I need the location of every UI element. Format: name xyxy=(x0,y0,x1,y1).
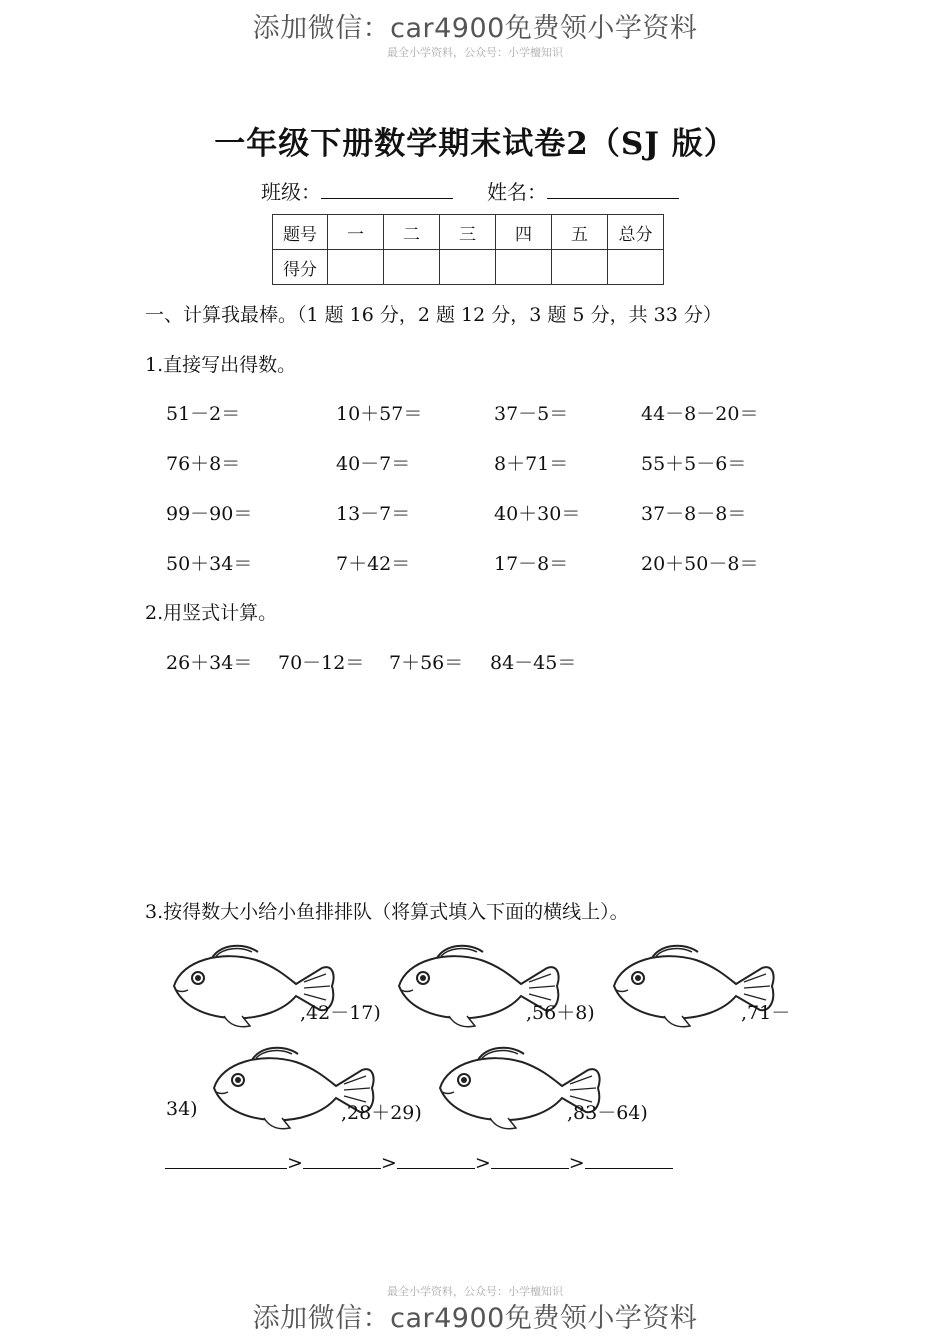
class-label: 班级： xyxy=(261,180,321,204)
vertical-calc-item: 84－45＝ xyxy=(490,652,577,674)
equation: 55＋5－6＝ xyxy=(641,453,747,475)
greater-than-sign: > xyxy=(380,1152,397,1174)
equation: 99－90＝ xyxy=(166,503,253,525)
class-field xyxy=(261,176,453,205)
fish-expression: ,56＋8) xyxy=(526,1002,595,1024)
faint-subtitle-bottom: 最全小学资料，公众号：小学檀知识 xyxy=(387,1285,563,1298)
watermark-banner-top: 添加微信：car4900免费领小学资料 xyxy=(252,13,698,44)
equation: 51－2＝ xyxy=(166,403,241,425)
equation: 37－5＝ xyxy=(494,403,569,425)
score-cell[interactable] xyxy=(440,250,496,285)
name-blank[interactable] xyxy=(547,180,679,199)
score-table-header-row xyxy=(273,215,664,250)
score-row-label: 得分 xyxy=(273,250,328,285)
score-header-cell: 题号 xyxy=(273,215,328,250)
vertical-calc-item: 7＋56＝ xyxy=(389,652,464,674)
fish-expression: ,71－ xyxy=(741,1002,791,1024)
equation: 40－7＝ xyxy=(336,453,411,475)
vertical-calc-item: 70－12＝ xyxy=(278,652,365,674)
score-header-cell: 三 xyxy=(440,215,496,250)
score-table xyxy=(272,214,664,285)
equation: 7＋42＝ xyxy=(336,553,411,575)
equation: 40＋30＝ xyxy=(494,503,581,525)
score-cell[interactable] xyxy=(608,250,664,285)
answer-blank[interactable] xyxy=(585,1148,673,1169)
faint-subtitle-top: 最全小学资料，公众号：小学檀知识 xyxy=(387,46,563,59)
greater-than-sign: > xyxy=(568,1152,585,1174)
fish-expression: ,28＋29) xyxy=(341,1102,422,1124)
equation: 37－8－8＝ xyxy=(641,503,747,525)
equation: 50＋34＝ xyxy=(166,553,253,575)
greater-than-sign: > xyxy=(287,1152,303,1174)
score-table-score-row xyxy=(273,250,664,285)
watermark-banner-bottom: 添加微信：car4900免费领小学资料 xyxy=(252,1303,698,1334)
score-header-cell: 二 xyxy=(384,215,440,250)
score-header-cell: 五 xyxy=(552,215,608,250)
equation: 44－8－20＝ xyxy=(641,403,759,425)
answer-blank[interactable] xyxy=(397,1148,475,1169)
fish-expression-continued: 34) xyxy=(166,1098,198,1120)
name-field xyxy=(487,176,679,205)
score-header-cell: 总分 xyxy=(608,215,664,250)
equation: 10＋57＝ xyxy=(336,403,423,425)
equation: 20＋50－8＝ xyxy=(641,553,759,575)
fish-expression: ,83－64) xyxy=(567,1102,648,1124)
class-blank[interactable] xyxy=(321,180,453,199)
page-title: 一年级下册数学期末试卷2（SJ 版） xyxy=(214,126,736,162)
score-header-cell: 一 xyxy=(328,215,384,250)
q2-title: 2.用竖式计算。 xyxy=(145,602,278,624)
equation: 17－8＝ xyxy=(494,553,569,575)
q3-title: 3.按得数大小给小鱼排排队（将算式填入下面的横线上）。 xyxy=(145,901,629,923)
score-header-cell: 四 xyxy=(496,215,552,250)
greater-than-sign: > xyxy=(474,1152,491,1174)
equation: 8＋71＝ xyxy=(494,453,569,475)
vertical-calc-item: 26＋34＝ xyxy=(166,652,253,674)
equation: 76＋8＝ xyxy=(166,453,241,475)
answer-blank[interactable] xyxy=(491,1148,569,1169)
q1-title: 1.直接写出得数。 xyxy=(145,354,297,376)
score-cell[interactable] xyxy=(552,250,608,285)
equation: 13－7＝ xyxy=(336,503,411,525)
answer-blank[interactable] xyxy=(165,1148,287,1169)
name-label: 姓名： xyxy=(487,180,547,204)
score-cell[interactable] xyxy=(384,250,440,285)
section1-heading: 一、计算我最棒。（1 题 16 分，2 题 12 分，3 题 5 分，共 33 分） xyxy=(145,304,722,326)
fish-expression: ,42－17) xyxy=(300,1002,381,1024)
score-cell[interactable] xyxy=(328,250,384,285)
answer-blank[interactable] xyxy=(303,1148,381,1169)
score-cell[interactable] xyxy=(496,250,552,285)
ordering-answer-line xyxy=(165,1148,673,1174)
